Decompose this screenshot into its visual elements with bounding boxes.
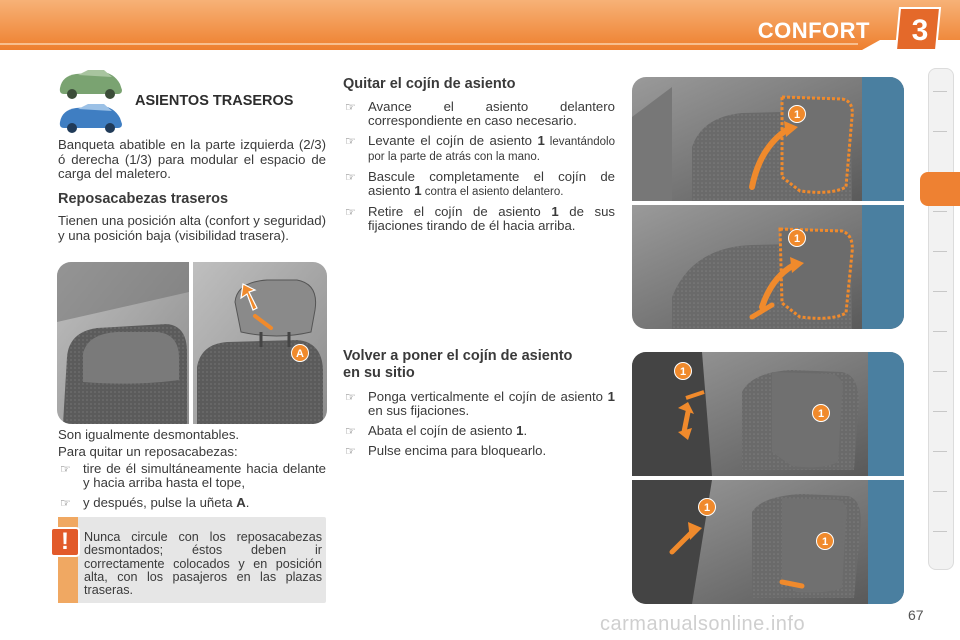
pointing-hand-icon: ☞ [345, 170, 356, 184]
figure-badge-1: 1 [816, 532, 834, 550]
headrest-title: Reposacabezas traseros [58, 191, 229, 207]
list-item: ☞ Avance el asiento delantero correspondiente en caso necesario. [345, 99, 615, 128]
remove-cushion-title: Quitar el cojín de asiento [343, 76, 516, 92]
headrest-illustration [57, 262, 327, 424]
warning-text: Nunca circule con los reposacabezas desmontados; éstos deben ir correctamente colocados y en posición alta, con los pasajeros en las plazas traseras. [84, 530, 322, 598]
intro-paragraph: Banqueta abatible en la parte izquierda (2/3) ó derecha (1/3) para modular el espacio de carga del maletero. [58, 137, 326, 181]
pointing-hand-icon: ☞ [345, 424, 356, 438]
car-silhouettes-icon [56, 64, 128, 136]
list-item: ☞ Retire el cojín de asiento 1 de sus fijaciones tirando de él hacia arriba. [345, 204, 615, 233]
list-item: ☞ Abata el cojín de asiento 1. [345, 423, 528, 438]
pointing-hand-icon: ☞ [60, 462, 71, 476]
watermark: carmanualsonline.info [600, 613, 806, 635]
cushion-removal-illustration [632, 77, 904, 329]
figure-badge-1: 1 [674, 362, 692, 380]
pointing-hand-icon: ☞ [345, 134, 356, 148]
remove-intro-text: Para quitar un reposacabezas: [58, 444, 238, 459]
page-number: 67 [908, 607, 924, 623]
list-item: ☞ Bascule completamente el cojín de asiento 1 contra el asiento delantero. [345, 169, 615, 198]
list-item: ☞ y después, pulse la uñeta A. [60, 495, 250, 510]
active-chapter-tab [920, 172, 960, 206]
chapter-number: 3 [911, 14, 929, 47]
warning-icon: ! [50, 527, 80, 557]
pointing-hand-icon: ☞ [345, 205, 356, 219]
figure-badge-1: 1 [788, 105, 806, 123]
list-item: ☞ Ponga verticalmente el cojín de asiento 1 en sus fijaciones. [345, 389, 615, 418]
figure-badge-1: 1 [812, 404, 830, 422]
list-item: ☞ Pulse encima para bloquearlo. [345, 443, 547, 458]
section-title: ASIENTOS TRASEROS [135, 93, 294, 109]
removable-text: Son igualmente desmontables. [58, 427, 240, 442]
list-item: ☞ Levante el cojín de asiento 1 levantándolo por la parte de atrás con la mano. [345, 133, 616, 163]
cushion-refit-drawing [632, 352, 904, 604]
headrest-paragraph: Tienen una posición alta (confort y seguridad) y una posición baja (visibilidad trasera). [58, 213, 326, 243]
cushion-refit-illustration [632, 352, 904, 604]
pointing-hand-icon: ☞ [345, 100, 356, 114]
figure-badge-1: 1 [698, 498, 716, 516]
cushion-removal-drawing [632, 77, 904, 329]
pointing-hand-icon: ☞ [345, 390, 356, 404]
refit-cushion-title: Volver a poner el cojín de asiento en su sitio [343, 348, 573, 381]
refit-cushion-steps [343, 390, 615, 464]
headrest-removal-list [58, 462, 326, 516]
list-item: ☞ tire de él simultáneamente hacia delante y hacia arriba hasta el tope, [60, 461, 326, 490]
chapter-tab-strip [928, 68, 954, 570]
headrest-drawing [57, 262, 327, 424]
pointing-hand-icon: ☞ [60, 496, 71, 510]
figure-badge-a: A [291, 344, 309, 362]
page-title: CONFORT [757, 18, 870, 43]
remove-cushion-steps [343, 100, 615, 239]
figure-badge-1: 1 [788, 229, 806, 247]
pointing-hand-icon: ☞ [345, 444, 356, 458]
header-bar [0, 0, 960, 52]
